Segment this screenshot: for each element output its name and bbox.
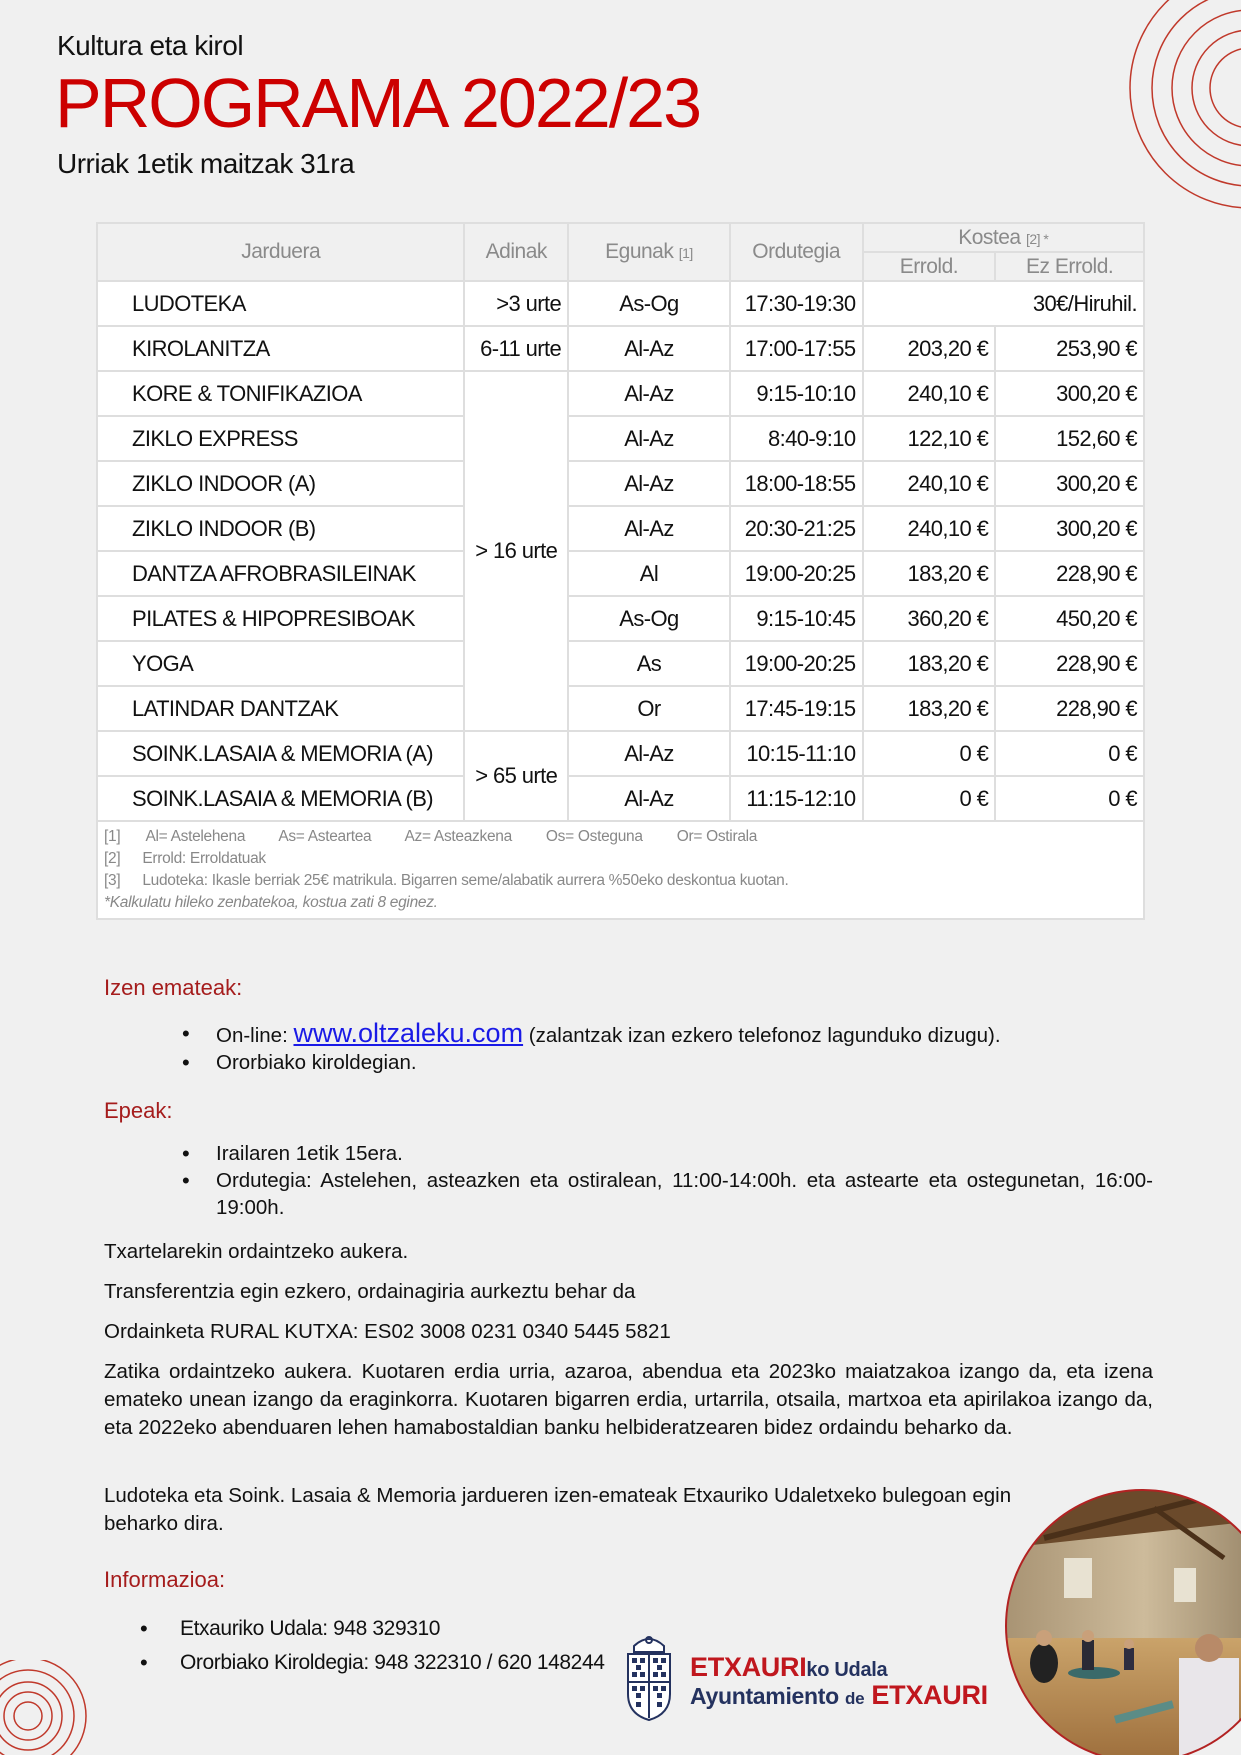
activity-name: YOGA <box>97 641 464 686</box>
cost-combined-cell: 30€/Hiruhil. <box>863 281 1144 326</box>
cost-not-registered-cell: 253,90 € <box>995 326 1144 371</box>
days-cell: Al-Az <box>568 776 730 821</box>
days-cell: As <box>568 641 730 686</box>
bullet-icon: • <box>140 1616 148 1641</box>
table-row <box>97 641 1144 686</box>
header-not-registered: Ez Errold. <box>995 252 1144 281</box>
days-cell: Al-Az <box>568 371 730 416</box>
table-notes <box>97 821 1144 919</box>
header-dates: Urriak 1etik maitzak 31ra <box>57 148 355 179</box>
bullet-icon: • <box>140 1650 148 1675</box>
days-cell: Al-Az <box>568 326 730 371</box>
list-item: • Etxauriko Udala: 948 329310 <box>180 1612 640 1646</box>
logo-line-1: ETXAURIko Udala <box>690 1652 888 1682</box>
deadlines-heading: Epeak: <box>104 1098 173 1123</box>
cost-registered-cell: 240,10 € <box>863 506 996 551</box>
time-cell: 20:30-21:25 <box>730 506 863 551</box>
header-schedule: Ordutegia <box>730 223 863 281</box>
time-cell: 10:15-11:10 <box>730 731 863 776</box>
table-row <box>97 371 1144 416</box>
page-title: PROGRAMA 2022/23 <box>55 64 700 142</box>
table-row <box>97 461 1144 506</box>
decorative-circles-top-icon <box>1100 0 1241 215</box>
activity-name: LATINDAR DANTZAK <box>97 686 464 731</box>
program-table <box>96 222 1145 920</box>
table-row <box>97 776 1144 821</box>
days-cell: Al-Az <box>568 506 730 551</box>
header-activity: Jarduera <box>97 223 464 281</box>
bullet-icon: • <box>182 1021 190 1046</box>
header-registered: Errold. <box>863 252 996 281</box>
header-subtitle: Kultura eta kirol <box>57 30 244 61</box>
cost-not-registered-cell: 300,20 € <box>995 506 1144 551</box>
info-heading: Informazioa: <box>104 1567 226 1592</box>
registration-heading: Izen emateak: <box>104 975 243 1000</box>
oltzaleku-link[interactable]: www.oltzaleku.com <box>293 1018 524 1048</box>
yoga-room-photo <box>1004 1488 1241 1755</box>
cost-registered-cell: 122,10 € <box>863 416 996 461</box>
note-1: [1] Al= Astelehena As= Asteartea Az= Asteazkena Os= Osteguna Or= Ostirala <box>104 828 758 845</box>
header-cost: Kostea [2] * <box>863 223 1144 252</box>
cost-registered-cell: 240,10 € <box>863 371 996 416</box>
time-cell: 18:00-18:55 <box>730 461 863 506</box>
days-cell: Al-Az <box>568 731 730 776</box>
activity-name: ZIKLO INDOOR (A) <box>97 461 464 506</box>
activity-name: LUDOTEKA <box>97 281 464 326</box>
note-3: [3] Ludoteka: Ikasle berriak 25€ matrikula. Bigarren seme/alabatik aurrera %50eko deskontua kuotan. <box>104 872 789 889</box>
cost-not-registered-cell: 0 € <box>995 776 1144 821</box>
activity-name: DANTZA AFROBRASILEINAK <box>97 551 464 596</box>
time-cell: 19:00-20:25 <box>730 641 863 686</box>
cost-not-registered-cell: 300,20 € <box>995 371 1144 416</box>
list-item: • Ororbiako kiroldegian. <box>182 1050 417 1075</box>
cost-registered-cell: 183,20 € <box>863 551 996 596</box>
list-item: • Ororbiako Kiroldegia: 948 322310 / 620 148244 <box>180 1646 640 1680</box>
note-2: [2] Errold: Erroldatuak <box>104 850 266 867</box>
note-4: *Kalkulatu hileko zenbatekoa, kostua zati 8 eginez. <box>104 894 438 911</box>
bullet-icon: • <box>182 1141 190 1166</box>
table-row <box>97 686 1144 731</box>
table-row <box>97 281 1144 326</box>
coat-of-arms-icon <box>620 1632 678 1724</box>
header-days: Egunak [1] <box>568 223 730 281</box>
cost-not-registered-cell: 0 € <box>995 731 1144 776</box>
cost-registered-cell: 183,20 € <box>863 641 996 686</box>
time-cell: 17:30-19:30 <box>730 281 863 326</box>
days-cell: Al-Az <box>568 416 730 461</box>
decorative-circles-bottom-icon <box>0 1660 95 1755</box>
list-item: • Irailaren 1etik 15era. <box>182 1141 403 1166</box>
registration-list <box>182 1018 1156 1076</box>
cost-not-registered-cell: 228,90 € <box>995 641 1144 686</box>
age-cell: >3 urte <box>464 281 568 326</box>
time-cell: 11:15-12:10 <box>730 776 863 821</box>
table-row <box>97 506 1144 551</box>
deadlines-list <box>182 1140 1153 1221</box>
time-cell: 8:40-9:10 <box>730 416 863 461</box>
time-cell: 19:00-20:25 <box>730 551 863 596</box>
cost-registered-cell: 183,20 € <box>863 686 996 731</box>
age-group-senior: > 65 urte <box>464 731 568 821</box>
cost-not-registered-cell: 228,90 € <box>995 551 1144 596</box>
activity-name: ZIKLO EXPRESS <box>97 416 464 461</box>
days-cell: Or <box>568 686 730 731</box>
cost-not-registered-cell: 450,20 € <box>995 596 1144 641</box>
ludoteka-text: Ludoteka eta Soink. Lasaia & Memoria jardueren izen-emateak Etxauriko Udaletxeko bulegoan egin beharko dira. <box>104 1484 1012 1535</box>
cost-registered-cell: 0 € <box>863 776 996 821</box>
table-row <box>97 731 1144 776</box>
list-item: • On-line: www.oltzaleku.com (zalantzak izan ezkero telefonoz lagunduko dizugu). <box>182 1018 1001 1048</box>
activity-name: PILATES & HIPOPRESIBOAK <box>97 596 464 641</box>
table-row <box>97 326 1144 371</box>
logo-line-2: Ayuntamiento de ETXAURI <box>690 1680 988 1710</box>
age-cell: 6-11 urte <box>464 326 568 371</box>
bullet-icon: • <box>182 1050 190 1075</box>
account-text: Ordainketa RURAL KUTXA: ES02 3008 0231 0340 5445 5821 <box>104 1320 671 1343</box>
table-row <box>97 551 1144 596</box>
card-payment-text: Txartelarekin ordaintzeko aukera. <box>104 1240 409 1263</box>
age-group-adult: > 16 urte <box>464 371 568 731</box>
table-row <box>97 416 1144 461</box>
info-list <box>140 1612 640 1680</box>
cost-registered-cell: 240,10 € <box>863 461 996 506</box>
table-notes-row <box>97 821 1144 919</box>
activity-name: KORE & TONIFIKAZIOA <box>97 371 464 416</box>
activity-name: KIROLANITZA <box>97 326 464 371</box>
installments-text: Zatika ordaintzeko aukera. Kuotaren erdia urria, azaroa, abendua eta 2023ko maiatzakoa izango da, eta izena emateko unean izango da eraginkorra. Kuotaren bigarren erdia, urtarrila, otsaila, martxoa eta apirilakoa izango da, eta 2022eko abenduaren lehen hamabostaldian banku helbideratzearen bidez ordaindu beharko da. <box>104 1360 1153 1439</box>
activity-name: ZIKLO INDOOR (B) <box>97 506 464 551</box>
days-cell: As-Og <box>568 596 730 641</box>
time-cell: 9:15-10:10 <box>730 371 863 416</box>
time-cell: 17:00-17:55 <box>730 326 863 371</box>
cost-registered-cell: 360,20 € <box>863 596 996 641</box>
cost-not-registered-cell: 152,60 € <box>995 416 1144 461</box>
activity-name: SOINK.LASAIA & MEMORIA (A) <box>97 731 464 776</box>
cost-not-registered-cell: 228,90 € <box>995 686 1144 731</box>
transfer-text: Transferentzia egin ezkero, ordainagiria aurkeztu behar da <box>104 1280 636 1303</box>
cost-registered-cell: 203,20 € <box>863 326 996 371</box>
table-row <box>97 596 1144 641</box>
days-cell: As-Og <box>568 281 730 326</box>
days-cell: Al-Az <box>568 461 730 506</box>
list-item: • Ordutegia: Astelehen, asteazken eta ostiralean, 11:00-14:00h. eta astearte eta ostegunetan, 16:00-19:00h. <box>182 1168 1153 1219</box>
cost-not-registered-cell: 300,20 € <box>995 461 1144 506</box>
activity-name: SOINK.LASAIA & MEMORIA (B) <box>97 776 464 821</box>
days-cell: Al <box>568 551 730 596</box>
cost-registered-cell: 0 € <box>863 731 996 776</box>
bullet-icon: • <box>182 1168 190 1193</box>
time-cell: 9:15-10:45 <box>730 596 863 641</box>
time-cell: 17:45-19:15 <box>730 686 863 731</box>
header-age: Adinak <box>464 223 568 281</box>
